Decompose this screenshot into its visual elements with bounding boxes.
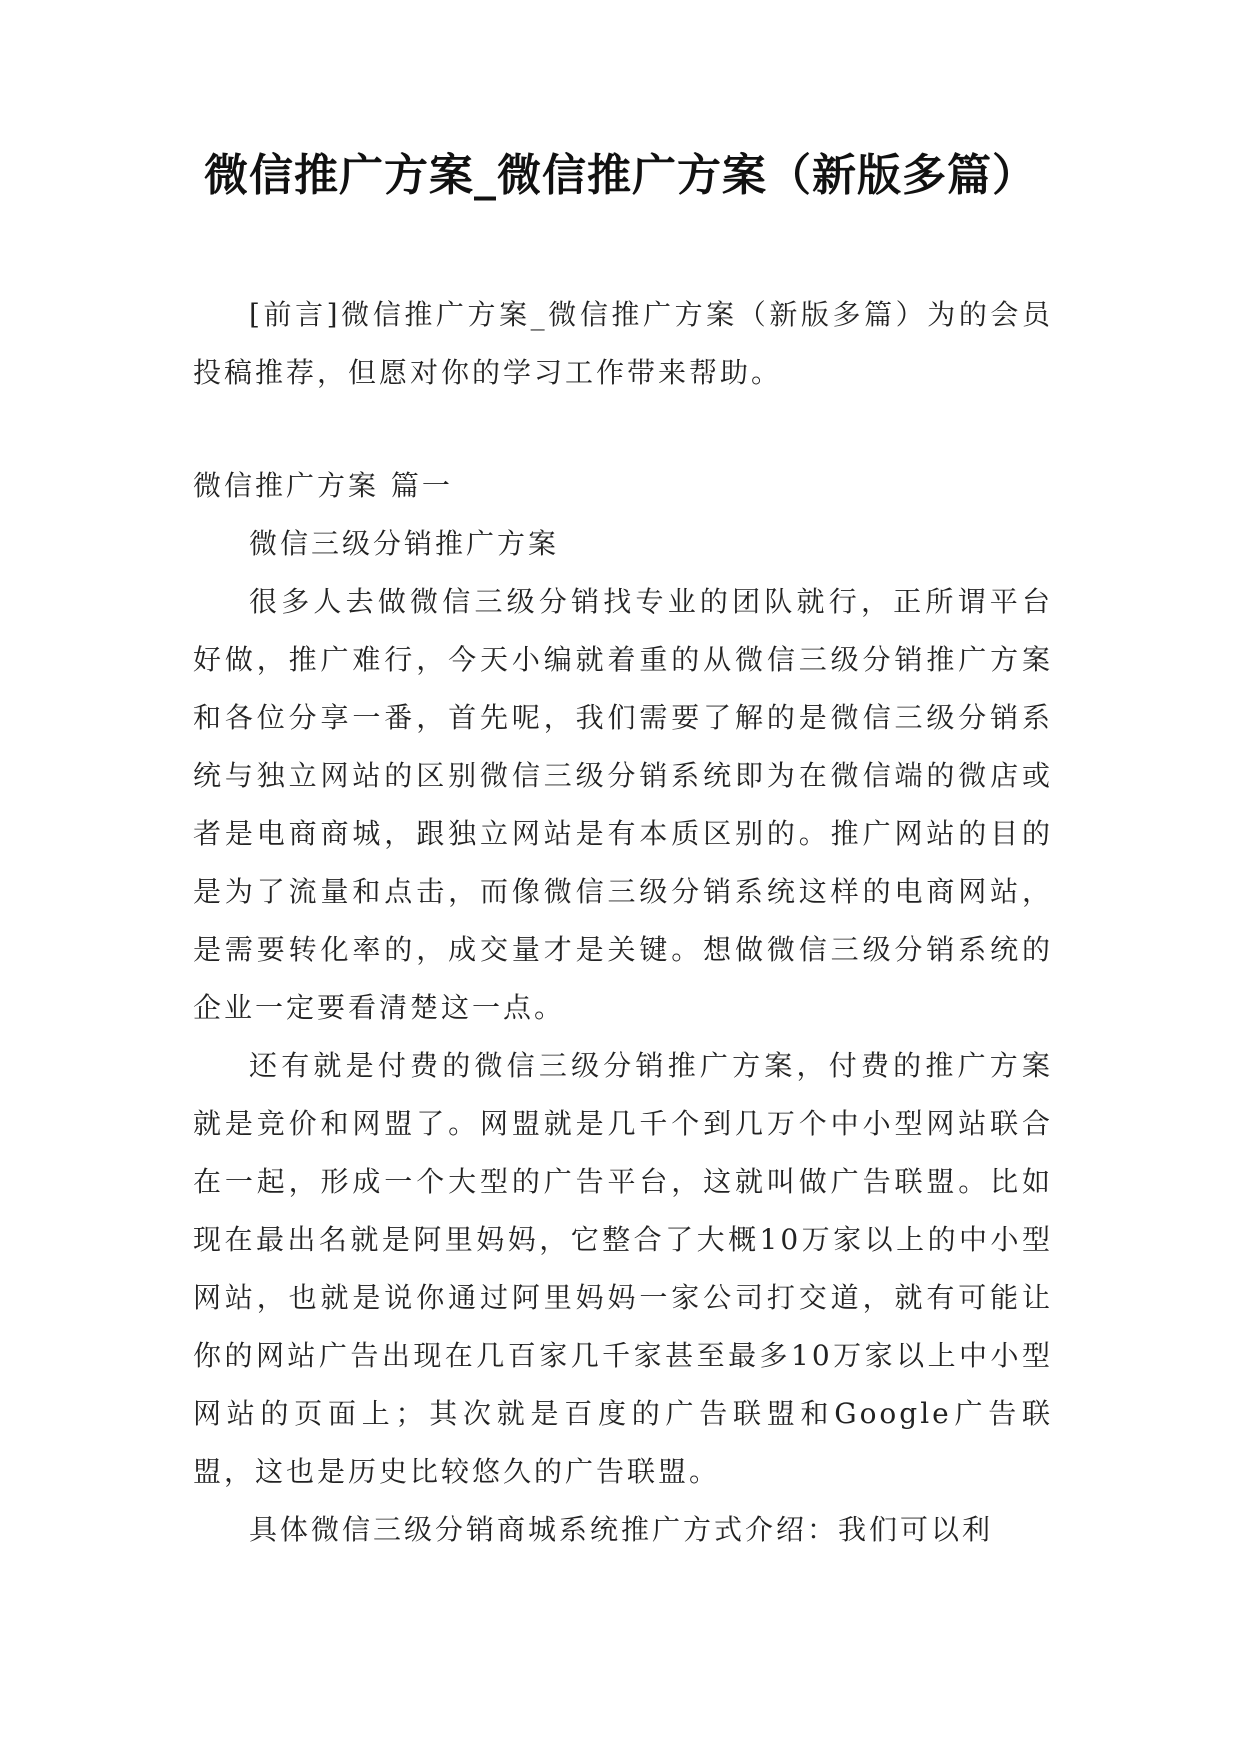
preface-paragraph: [前言]微信推广方案_微信推广方案（新版多篇）为的会员投稿推荐，但愿对你的学习工作带来帮助。 — [193, 298, 1053, 389]
body-paragraph: 具体微信三级分销商城系统推广方式介绍：我们可以利 — [249, 1513, 994, 1546]
subheading: 微信三级分销推广方案 — [249, 527, 560, 560]
body-paragraph: 还有就是付费的微信三级分销推广方案，付费的推广方案就是竞价和网盟了。网盟就是几千个到几万个中小型网站联合在一起，形成一个大型的广告平台，这就叫做广告联盟。比如现在最出名就是阿里妈妈，它整合了大概10万家以上的中小型网站，也就是说你通过阿里妈妈一家公司打交道，就有可能让你的网站广告出现在几百家几千家甚至最多10万家以上中小型网站的页面上；其次就是百度的广告联盟和Google广告联盟，这也是历史比较悠久的广告联盟。 — [193, 1049, 1053, 1488]
document-title: 微信推广方案_微信推广方案（新版多篇） — [204, 150, 1037, 201]
main-content — [193, 457, 1053, 1559]
body-paragraph: 很多人去做微信三级分销找专业的团队就行，正所谓平台好做，推广难行，今天小编就着重的从微信三级分销推广方案和各位分享一番，首先呢，我们需要了解的是微信三级分销系统与独立网站的区别微信三级分销系统即为在微信端的微店或者是电商商城，跟独立网站是有本质区别的。推广网站的目的是为了流量和点击，而像微信三级分销系统这样的电商网站，是需要转化率的，成交量才是关键。想做微信三级分销系统的企业一定要看清楚这一点。 — [193, 585, 1053, 1024]
section-heading: 微信推广方案 篇一 — [193, 469, 453, 502]
preface-block — [193, 286, 1053, 402]
